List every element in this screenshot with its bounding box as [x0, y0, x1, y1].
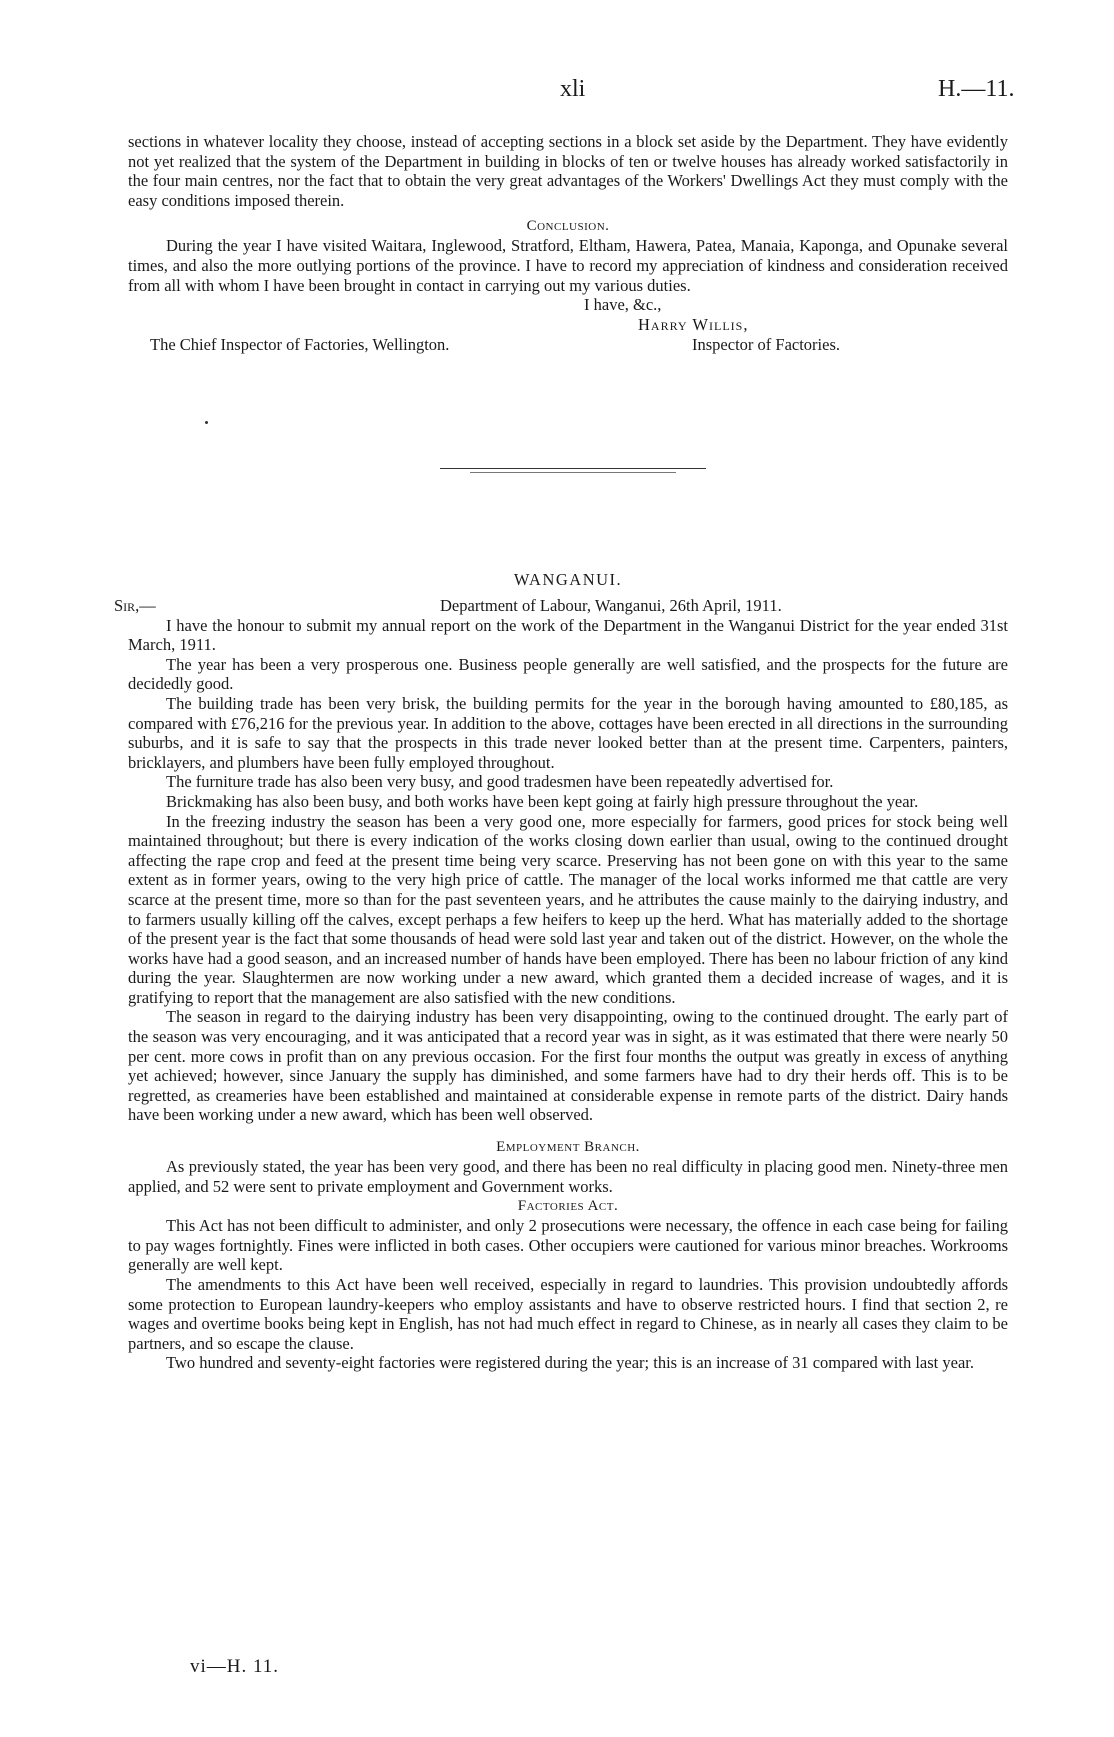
wanganui-title: WANGANUI. — [513, 570, 623, 589]
signatory-title: Inspector of Factories. — [692, 335, 840, 355]
paragraph: The season in regard to the dairying industry has been very disappointing, owing to the continued drought. The early part of the season was very encouraging, and it was anticipated that a record year was in sight, as it was estimated that there were nearly 50 per cent. more cows in profit than on any previous occasion. For the first four months the output was greatly in excess of anything yet achieved; however, since January the supply has diminished, and some farmers have had to dry their herds off. This is to be regretted, as creameries have been established and maintained at considerable expense in remote parts of the district. Dairy hands have been working under a new award, which has been well observed. — [128, 1007, 1008, 1125]
section-divider-under — [470, 472, 676, 473]
signature-mark: vi—H. 11. — [190, 1656, 280, 1677]
continuation-paragraph: sections in whatever locality they choose, instead of accepting sections in a block set aside by the Department. They have evidently not yet realized that the system of the Department in building in blocks of ten or twelve houses has already worked satisfactorily in the four main centres, nor the fact that to obtain the very great advantages of the Workers' Dwellings Act they must comply with the easy conditions imposed therein. — [128, 132, 1008, 210]
employment-paragraph: As previously stated, the year has been very good, and there has been no real difficulty in placing good men. Ninety-three men applied, and 52 were sent to private employment and Government works. — [128, 1157, 1008, 1196]
paragraph: Two hundred and seventy-eight factories were registered during the year; this is an increase of 31 compared with last year. — [166, 1353, 974, 1373]
factories-heading: Factories Act. — [517, 1198, 619, 1215]
paragraph: The building trade has been very brisk, the building permits for the year in the borough having amounted to £80,185, as compared with £76,216 for the previous year. In addition to the above, cottages have been erected in all directions in the surrounding suburbs, and it is safe to say that the prospects in this trade never looked better than at the present time. Carpenters, painters, bricklayers, and plumbers have been fully employed throughout. — [128, 693, 1008, 772]
signatory-name: Harry Willis, — [638, 315, 749, 335]
paragraph: The year has been a very prosperous one. Business people generally are well satisfied, and the prospects for the future are decidedly good. — [128, 654, 1008, 694]
stray-dot — [205, 421, 208, 424]
paragraph: The amendments to this Act have been well received, especially in regard to laundries. This provision undoubtedly affords some protection to European laundry-keepers who employ assistants and have to observe restricted hours. I find that section 2, re wages and overtime books being kept in English, has not had much effect in regard to Chinese, as in nearly all cases they claim to be partners, and so escape the clause. — [128, 1275, 1008, 1353]
conclusion-paragraph: During the year I have visited Waitara, Inglewood, Stratford, Eltham, Hawera, Patea, Manaia, Kaponga, and Opunake several times, and also the more outlying portions of the province. I have to record my appreciation of kindness and consideration received from all with whom I have been brought in contact in carrying out my various duties. — [128, 236, 1008, 295]
closing-formula: I have, &c., — [584, 295, 662, 315]
report-reference: H.—11. — [938, 76, 1015, 102]
addressee: The Chief Inspector of Factories, Wellington. — [150, 335, 450, 355]
conclusion-heading: Conclusion. — [526, 218, 610, 235]
salutation: Sir,— — [114, 595, 156, 615]
page-number: xli — [560, 76, 586, 102]
wanganui-report — [114, 570, 1008, 1373]
paragraph: Brickmaking has also been busy, and both works have been kept going at fairly high pressure throughout the year. — [166, 791, 919, 811]
paragraph: This Act has not been difficult to administer, and only 2 prosecutions were necessary, the offence in each case being for failing to pay wages fortnightly. Fines were inflicted in both cases. Other occupiers were cautioned for various minor breaches. Workrooms generally are well kept. — [128, 1216, 1008, 1275]
upper-text-block — [128, 132, 1008, 355]
paragraph: The furniture trade has also been very busy, and good tradesmen have been repeatedly advertised for. — [166, 772, 834, 792]
employment-heading: Employment Branch. — [496, 1139, 640, 1156]
paragraph: In the freezing industry the season has been a very good one, more especially for farmers, good prices for stock being well maintained throughout; but there is every indication of the works closing down earlier than usual, owing to the continued drought affecting the rape crop and feed at the present time being very scarce. Preserving has not been gone on with this year to the same extent as in former years, owing to the very high price of cattle. The manager of the local works informed me that cattle are very scarce at the present time, more so than for the past seventeen years, and he attributes the cause mainly to the dairying industry, and to farmers usually killing off the calves, except perhaps a few heifers to keep up the herd. What has materially added to the shortage of the present year is the fact that some thousands of head were sold last year and taken out of the district. However, on the whole the works have had a good season, and an increased number of hands have been employed. There has been no labour friction of any kind during the year. Slaughtermen are now working under a new award, which granted them a decided increase of wages, and it is gratifying to report that the management are also satisfied with the new conditions. — [128, 811, 1008, 1007]
paragraph: I have the honour to submit my annual report on the work of the Department in the Wanganui District for the year ended 31st March, 1911. — [128, 615, 1008, 655]
dateline: Department of Labour, Wanganui, 26th April, 1911. — [440, 595, 782, 615]
section-divider — [440, 468, 706, 469]
